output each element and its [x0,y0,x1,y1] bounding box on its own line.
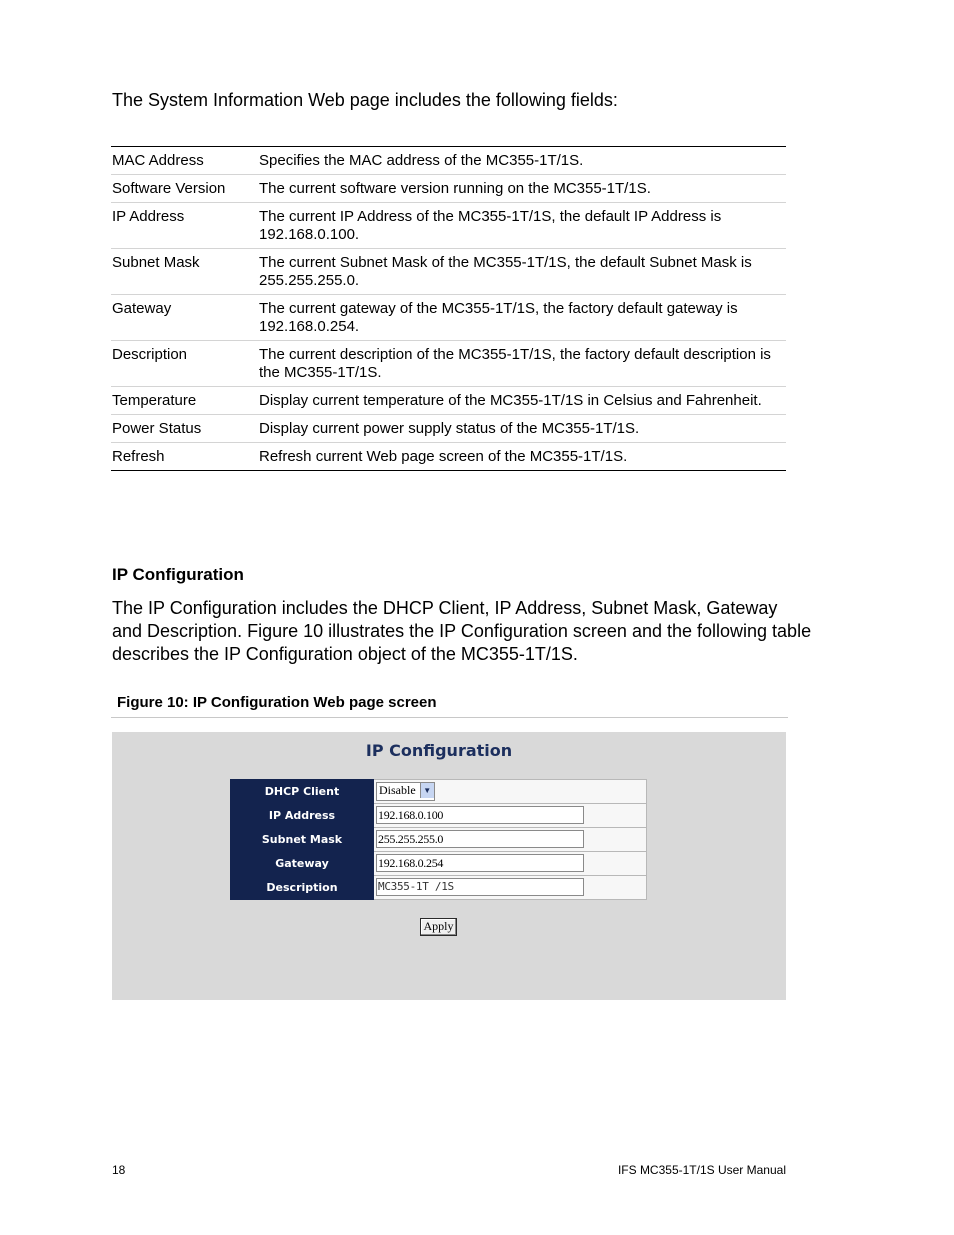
chevron-down-icon[interactable]: ▼ [420,783,434,798]
ip-address-cell [374,804,647,828]
table-row [111,175,786,203]
subnet-mask-input[interactable]: 255.255.255.0 [376,830,584,848]
table-row [111,203,786,249]
field-name: Temperature [111,387,259,415]
field-description: The current description of the MC355-1T/1S, the factory default description is the MC355-1T/1S. [259,341,786,387]
subnet-mask-label: Subnet Mask [231,828,374,852]
table-row [111,147,786,175]
description-input[interactable]: MC355-1T /1S [376,878,584,896]
field-description: The current software version running on the MC355-1T/1S. [259,175,786,203]
section-heading: IP Configuration [112,565,244,584]
field-name: Refresh [112,448,165,465]
gateway-input[interactable]: 192.168.0.254 [376,854,584,872]
description-row [231,876,647,900]
table-row [111,249,786,295]
field-name: Gateway [111,295,259,341]
intro-text: The System Information Web page includes the following fields: [112,90,618,110]
field-name: Description [111,341,259,387]
apply-button[interactable]: Apply [420,918,457,936]
page-number: 18 [112,1163,126,1177]
table-row [111,415,786,443]
table-row [111,443,786,471]
manual-title: IFS MC355-1T/1S User Manual [617,1163,786,1177]
caption-divider [111,717,788,718]
table-row [111,295,786,341]
field-description: The current Subnet Mask of the MC355-1T/1S, the default Subnet Mask is 255.255.255.0. [259,249,786,295]
fields-table [111,146,786,471]
subnet-mask-row [231,828,647,852]
dhcp-client-label: DHCP Client [231,780,374,804]
ip-config-screenshot [112,732,786,1000]
table-row [111,387,786,415]
dhcp-client-cell [374,780,647,804]
ip-address-label: IP Address [231,804,374,828]
subnet-mask-cell [374,828,647,852]
table-row [111,341,786,387]
field-name: Subnet Mask [111,249,259,295]
field-description: The current gateway of the MC355-1T/1S, the factory default gateway is 192.168.0.254. [259,295,786,341]
field-description: Display current power supply status of the MC355-1T/1S. [259,415,786,443]
field-description: The current IP Address of the MC355-1T/1S, the default IP Address is 192.168.0.100. [259,203,786,249]
gateway-row [231,852,647,876]
ip-address-input[interactable]: 192.168.0.100 [376,806,584,824]
screen-title: IP Configuration [365,741,513,760]
field-description: Refresh current Web page screen of the MC355-1T/1S. [259,448,628,465]
gateway-cell [374,852,647,876]
description-cell [374,876,647,900]
ip-config-form [230,779,647,900]
field-name: MAC Address [111,147,259,175]
dhcp-client-value: Disable [379,783,416,797]
figure-caption: Figure 10: IP Configuration Web page screen [117,694,437,711]
description-label: Description [231,876,374,900]
ip-address-row [231,804,647,828]
dhcp-client-row [231,780,647,804]
section-paragraph: The IP Configuration includes the DHCP Client, IP Address, Subnet Mask, Gateway and Description. Figure 10 illustrates the IP Configuration screen and the following table describes the IP Configuration object of the MC355-1T/1S. [112,598,812,664]
field-description: Specifies the MAC address of the MC355-1T/1S. [259,147,786,175]
gateway-label: Gateway [231,852,374,876]
field-description: Display current temperature of the MC355-1T/1S in Celsius and Fahrenheit. [259,387,786,415]
field-name: Software Version [111,175,259,203]
field-name: IP Address [111,203,259,249]
field-name: Power Status [111,415,259,443]
dhcp-client-select[interactable] [376,782,435,801]
